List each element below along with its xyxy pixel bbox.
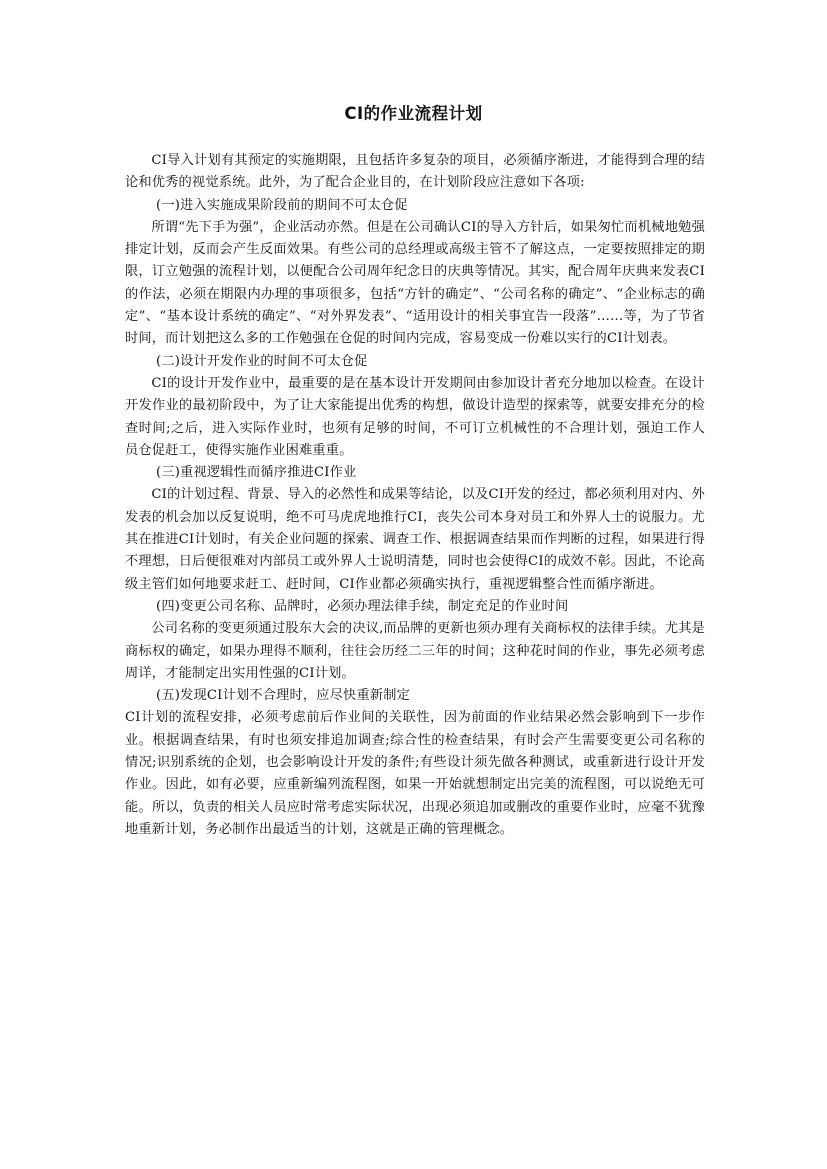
section-paragraph-4: 公司名称的变更须通过股东大会的决议,而品牌的更新也须办理有关商标权的法律手续。尤其是商标权的确定，如果办理得不顺利，往往会历经二三年的时间；这种花时间的作业，事先必须考虑周详，才能制定出实用性强的CI计划。 (125, 621, 705, 681)
section-paragraph-5: CI计划的流程安排，必须考虑前后作业间的关联性，因为前面的作业结果必然会影响到下一步作业。根据调查结果，有时也须安排追加调查;综合性的检查结果，有时会产生需要变更公司名称的情况;识别系统的企划，也会影响设计开发的条件;有些设计须先做各种测试，或重新进行设计开发作业。因此，如有必要，应重新编列流程图，如果一开始就想制定出完美的流程图，可以说绝无可能。所以，负责的相关人员应时常考虑实际状况，出现必须追加或删改的重要作业时，应毫不犹豫地重新计划，务必制作出最适当的计划，这就是正确的管理概念。 (125, 710, 705, 837)
document-body (125, 150, 705, 841)
document-title: CI的作业流程计划 (344, 104, 483, 123)
section-heading-2: (二)设计开发作业的时间不可太仓促 (156, 353, 368, 369)
section-paragraph-3: CI的计划过程、背景、导入的必然性和成果等结论，以及CI开发的经过，都必须利用对内、外发表的机会加以反复说明，绝不可马虎虎地推行CI，丧失公司本身对员工和外界人士的说服力。尤其在推进CI计划时，有关企业问题的探索、调查工作、根据调查结果而作判断的过程，如果进行得不理想，日后便很难对内部员工或外界人士说明清楚，同时也会使得CI的成效不彰。因此，不论高级主管们如何地要求赶工、赶时间，CI作业都必须确实执行，重视逻辑整合性而循序渐进。 (125, 487, 705, 592)
section-heading-5: (五)发现CI计划不合理时，应尽快重新制定 (156, 688, 410, 704)
section-heading-3: (三)重视逻辑性而循序推进CI作业 (156, 465, 357, 481)
section-heading-1: (一)进入实施成果阶段前的期间不可太仓促 (156, 197, 408, 213)
intro-paragraph: CI导入计划有其预定的实施期限，且包括许多复杂的项目，必须循序渐进，才能得到合理的结论和优秀的视觉系统。此外，为了配合企业目的，在计划阶段应注意如下各项: (125, 153, 705, 191)
section-heading-4: (四)变更公司名称、品牌时，必须办理法律手续，制定充足的作业时间 (156, 598, 569, 614)
section-paragraph-2: CI的设计开发作业中，最重要的是在基本设计开发期间由参加设计者充分地加以检查。在设计开发作业的最初阶段中，为了让大家能提出优秀的构想，做设计造型的探索等，就要安排充分的检查时间;之后，进入实际作业时，也须有足够的时间，不可订立机械性的不合理计划，强迫工作人员仓促赶工，使得实施作业困难重重。 (125, 375, 705, 458)
section-paragraph-1: 所谓“先下手为强”，企业活动亦然。但是在公司确认CI的导入方针后，如果匆忙而机械地勉强排定计划，反而会产生反面效果。有些公司的总经理或高级主管不了解这点，一定要按照排定的期限，订立勉强的流程计划，以便配合公司周年纪念日的庆典等情况。其实，配合周年庆典来发表CI的作法，必须在期限内办理的事项很多，包括“方针的确定”、“公司名称的确定”、“企业标志的确定”、“基本设计系统的确定”、“对外界发表”、“适用设计的相关事宜告一段落”……等，为了节省时间，而计划把这么多的工作勉强在仓促的时间内完成，容易变成一份难以实行的CI计划表。 (125, 219, 705, 347)
